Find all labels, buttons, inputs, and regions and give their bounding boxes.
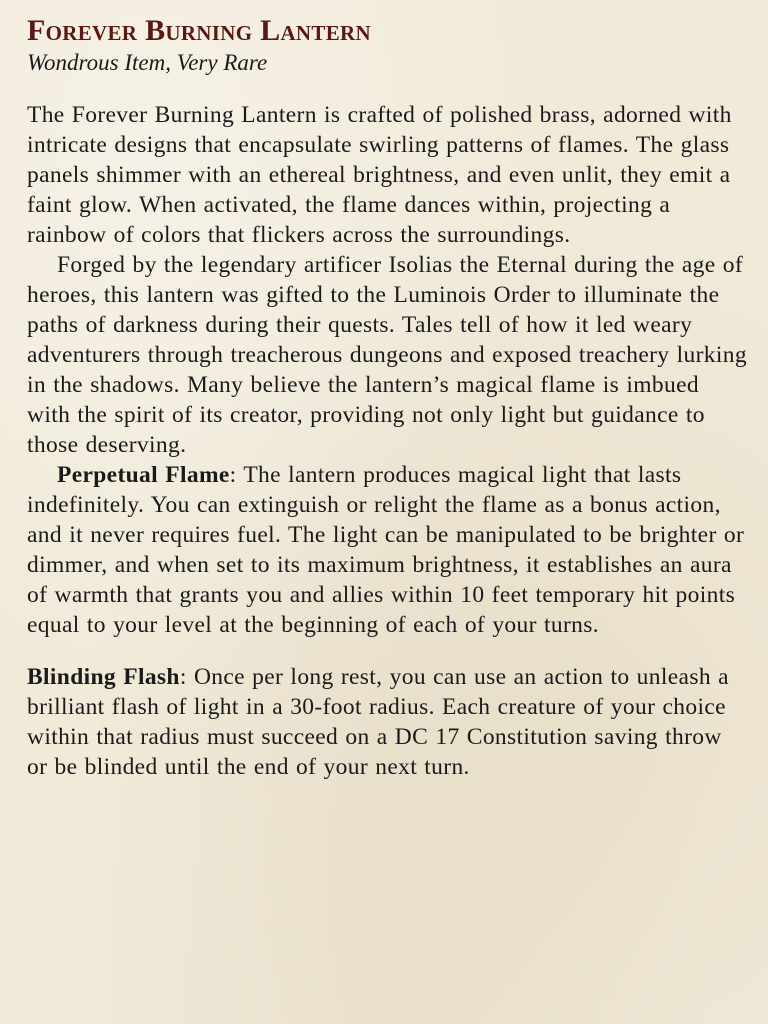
feature-name: Perpetual Flame (57, 462, 230, 488)
description-paragraph-2: Forged by the legendary artificer Isolias the Eternal during the age of heroes, this lantern was gifted to the Luminois Order to illuminate the paths of darkness during their quests. Tales tell of how it led weary adventurers through treacherous dungeons and exposed treachery lurking in the shadows. Many believe the lantern’s magical flame is imbued with the spirit of its creator, providing not only light but guidance to those deserving. (27, 252, 747, 458)
item-title: Forever Burning Lantern (27, 14, 371, 47)
item-subtitle: Wondrous Item, Very Rare (27, 50, 268, 75)
item-card (27, 14, 747, 782)
feature-blinding-flash (27, 662, 747, 782)
feature-name: Blinding Flash (27, 664, 180, 690)
feature-text: : The lantern produces magical light that lasts indefinitely. You can extinguish or relight the flame as a bonus action, and it never requires fuel. The light can be manipulated to be brighter or dimmer, and when set to its maximum brightness, it establishes an aura of warmth that grants you and allies within 10 feet temporary hit points equal to your level at the beginning of each of your turns. (27, 462, 745, 638)
description-paragraph-1: The Forever Burning Lantern is crafted of polished brass, adorned with intricate designs that encapsulate swirling patterns of flames. The glass panels shimmer with an ethereal brightness, and even unlit, they emit a faint glow. When activated, the flame dances within, projecting a rainbow of colors that flickers across the surroundings. (27, 102, 732, 248)
feature-text: : Once per long rest, you can use an action to unleash a brilliant flash of light in a 30-foot radius. Each creature of your choice within that radius must succeed on a DC 17 Constitution saving throw or be blinded until the end of your next turn. (27, 664, 729, 780)
feature-perpetual-flame (27, 460, 747, 640)
